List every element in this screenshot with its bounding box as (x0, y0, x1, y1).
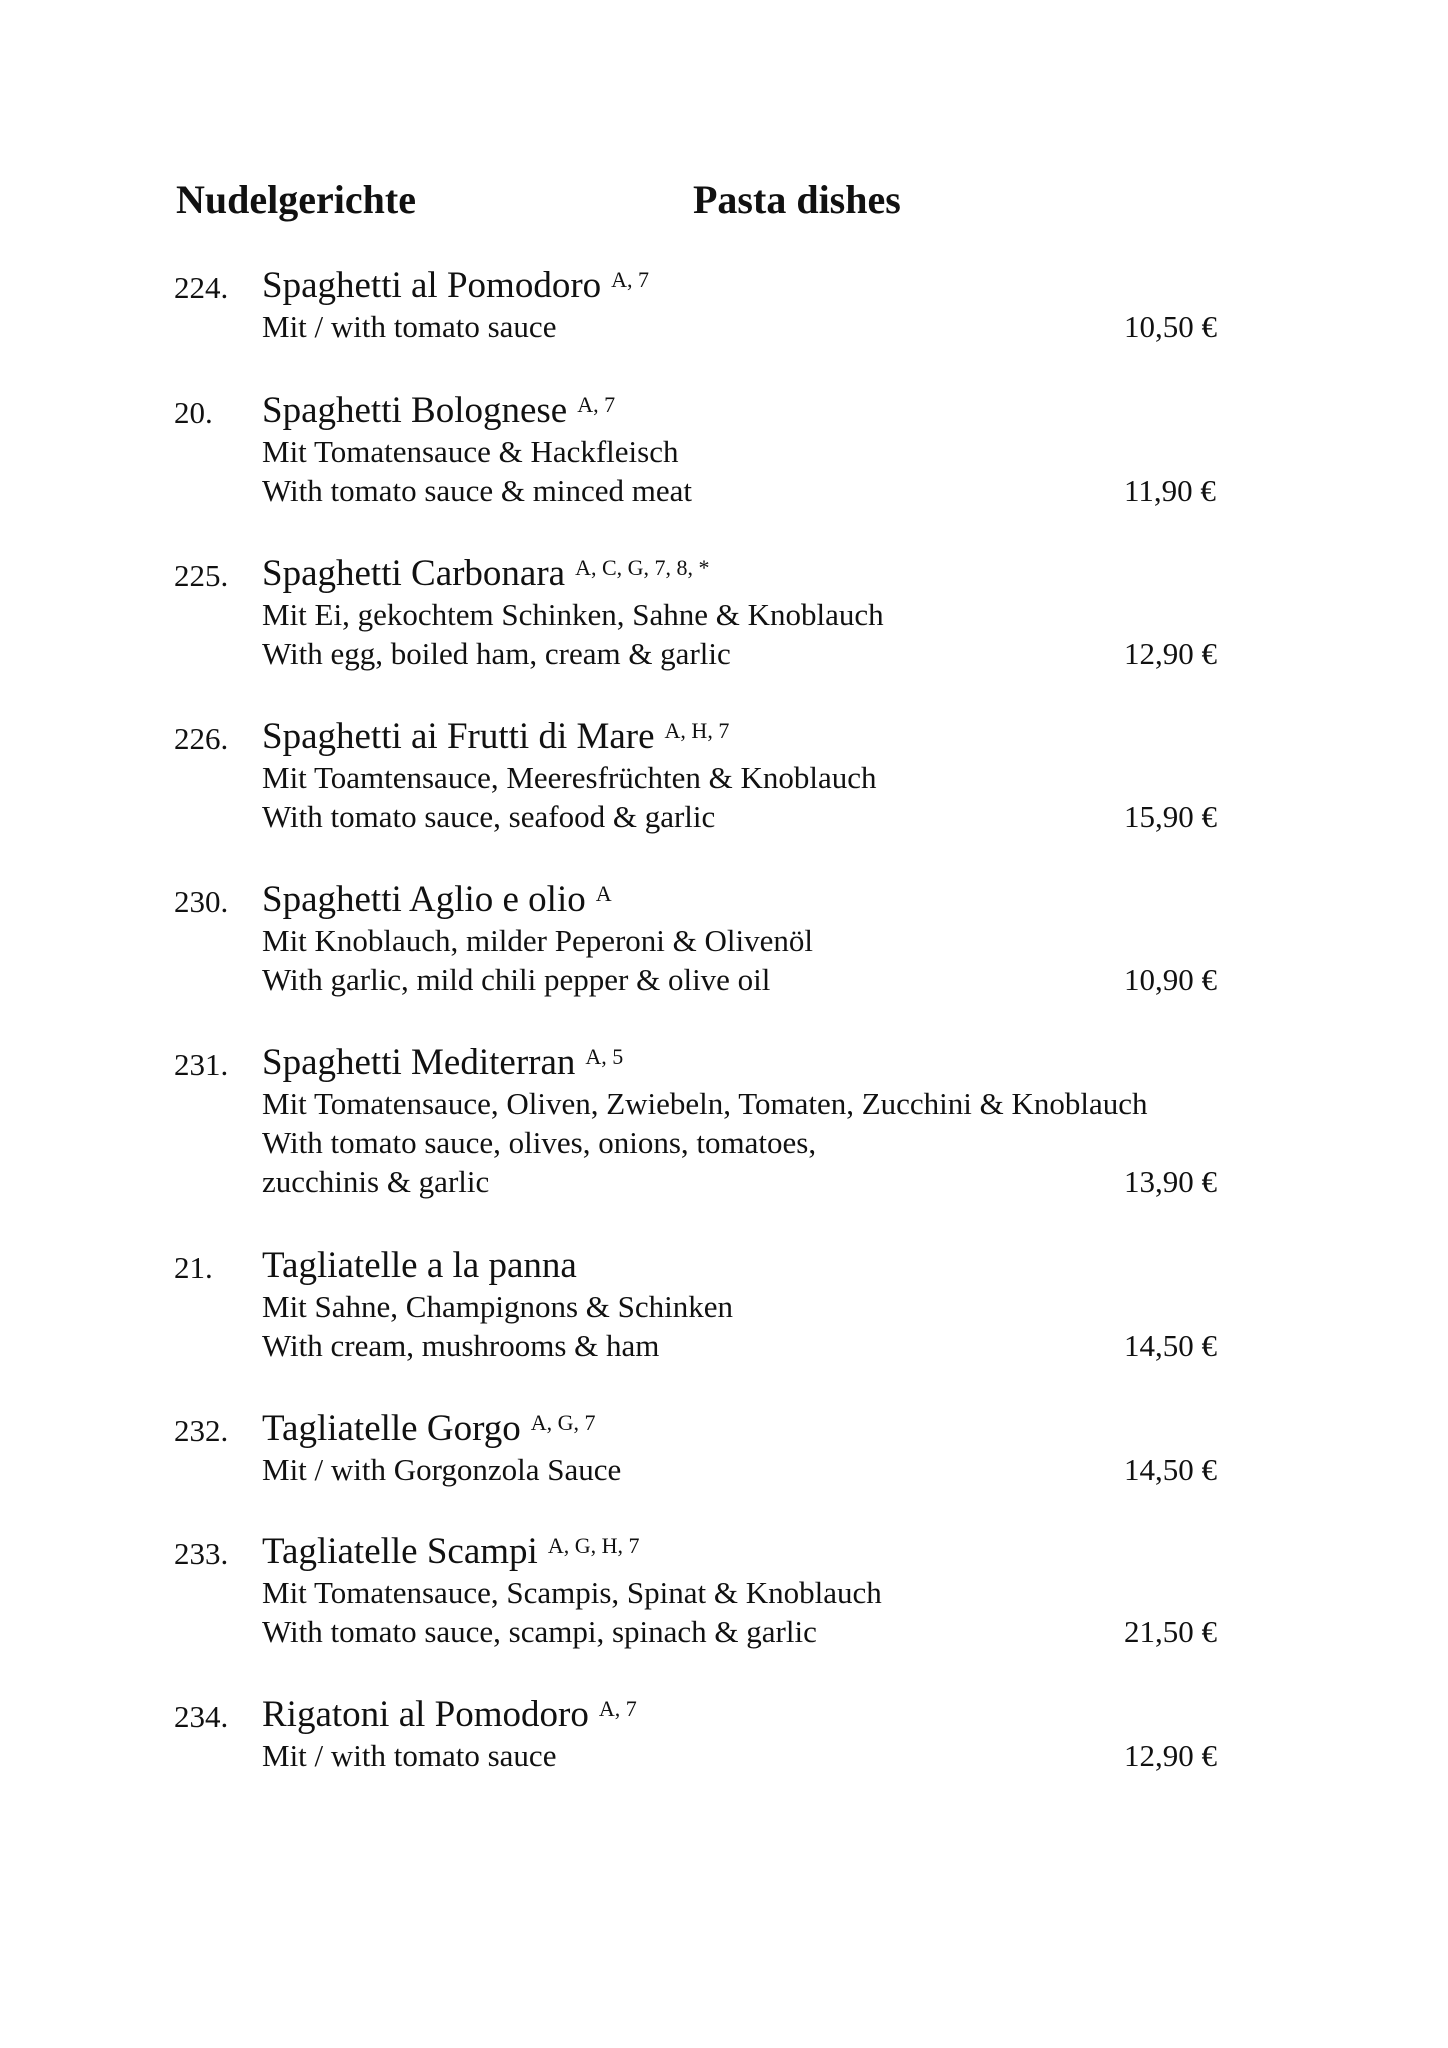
section-title-en: Pasta dishes (693, 177, 901, 222)
item-price: 15,90 € (1124, 799, 1217, 834)
allergen-codes: A, 7 (577, 392, 616, 417)
allergen-codes: A, 5 (585, 1044, 624, 1069)
item-name: Spaghetti al Pomodoro $^{A, 7}$ (262, 265, 650, 306)
item-name: Rigatoni al Pomodoro $^{A, 7}$ (262, 1694, 637, 1735)
item-description-de: Mit Knoblauch, milder Peperoni & Olivenöl (262, 923, 814, 958)
item-description-en-cont: zucchinis & garlic (262, 1164, 490, 1199)
item-name: Spaghetti Bolognese $^{A, 7}$ (262, 390, 616, 431)
item-description-en: With tomato sauce, olives, onions, tomatoes, (262, 1125, 817, 1160)
item-description: Mit / with tomato sauce (262, 309, 557, 344)
item-price: 10,90 € (1124, 962, 1217, 997)
item-price: 14,50 € (1124, 1452, 1217, 1487)
item-number: 230. (174, 884, 229, 919)
item-price: 13,90 € (1124, 1164, 1217, 1199)
item-description-en: With tomato sauce & minced meat (262, 473, 693, 508)
item-price: 12,90 € (1124, 1738, 1217, 1773)
item-name: Spaghetti Mediterran $^{A, 5}$ (262, 1042, 624, 1083)
item-name: Spaghetti ai Frutti di Mare $^{A, H, 7}$ (262, 716, 730, 757)
item-description-en: With cream, mushrooms & ham (262, 1328, 660, 1363)
item-name: Tagliatelle a la panna (262, 1245, 577, 1286)
item-name: Spaghetti Carbonara $^{A, C, G, 7, 8, *}$ (262, 553, 710, 594)
allergen-codes: A (595, 881, 612, 906)
item-name: Tagliatelle Gorgo $^{A, G, 7}$ (262, 1408, 596, 1449)
item-price: 21,50 € (1124, 1614, 1217, 1649)
item-description-de: Mit Tomatensauce, Scampis, Spinat & Knoblauch (262, 1575, 882, 1610)
item-number: 232. (174, 1413, 229, 1448)
item-price: 10,50 € (1124, 309, 1217, 344)
allergen-codes: A, G, H, 7 (547, 1533, 640, 1558)
item-description-en: With tomato sauce, seafood & garlic (262, 799, 716, 834)
item-description: Mit / with tomato sauce (262, 1738, 557, 1773)
item-number: 224. (174, 270, 229, 305)
item-number: 20. (174, 395, 213, 430)
item-number: 233. (174, 1536, 229, 1571)
item-price: 14,50 € (1124, 1328, 1217, 1363)
item-price: 12,90 € (1124, 636, 1217, 671)
item-price: 11,90 € (1124, 473, 1216, 508)
item-number: 234. (174, 1699, 229, 1734)
item-number: 231. (174, 1047, 229, 1082)
item-description-en: With egg, boiled ham, cream & garlic (262, 636, 731, 671)
allergen-codes: A, C, G, 7, 8, * (575, 555, 710, 580)
allergen-codes: A, H, 7 (664, 718, 730, 743)
item-name: Tagliatelle Scampi $^{A, G, H, 7}$ (262, 1531, 640, 1572)
allergen-codes: A, G, 7 (530, 1410, 596, 1435)
allergen-codes: A, 7 (611, 267, 650, 292)
item-number: 226. (174, 721, 229, 756)
item-description-de: Mit Sahne, Champignons & Schinken (262, 1289, 734, 1324)
item-name: Spaghetti Aglio e olio $^A$ (262, 879, 612, 920)
item-number: 225. (174, 558, 229, 593)
allergen-codes: A, 7 (598, 1696, 637, 1721)
item-description: Mit / with Gorgonzola Sauce (262, 1452, 622, 1487)
item-description-de: Mit Tomatensauce & Hackfleisch (262, 434, 679, 469)
item-description-de: Mit Ei, gekochtem Schinken, Sahne & Knoblauch (262, 597, 884, 632)
item-number: 21. (174, 1250, 213, 1285)
section-title-de: Nudelgerichte (176, 177, 416, 222)
item-description-de: Mit Toamtensauce, Meeresfrüchten & Knoblauch (262, 760, 877, 795)
item-description-de: Mit Tomatensauce, Oliven, Zwiebeln, Tomaten, Zucchini & Knoblauch (262, 1086, 1148, 1121)
item-description-en: With tomato sauce, scampi, spinach & garlic (262, 1614, 817, 1649)
item-description-en: With garlic, mild chili pepper & olive oil (262, 962, 771, 997)
